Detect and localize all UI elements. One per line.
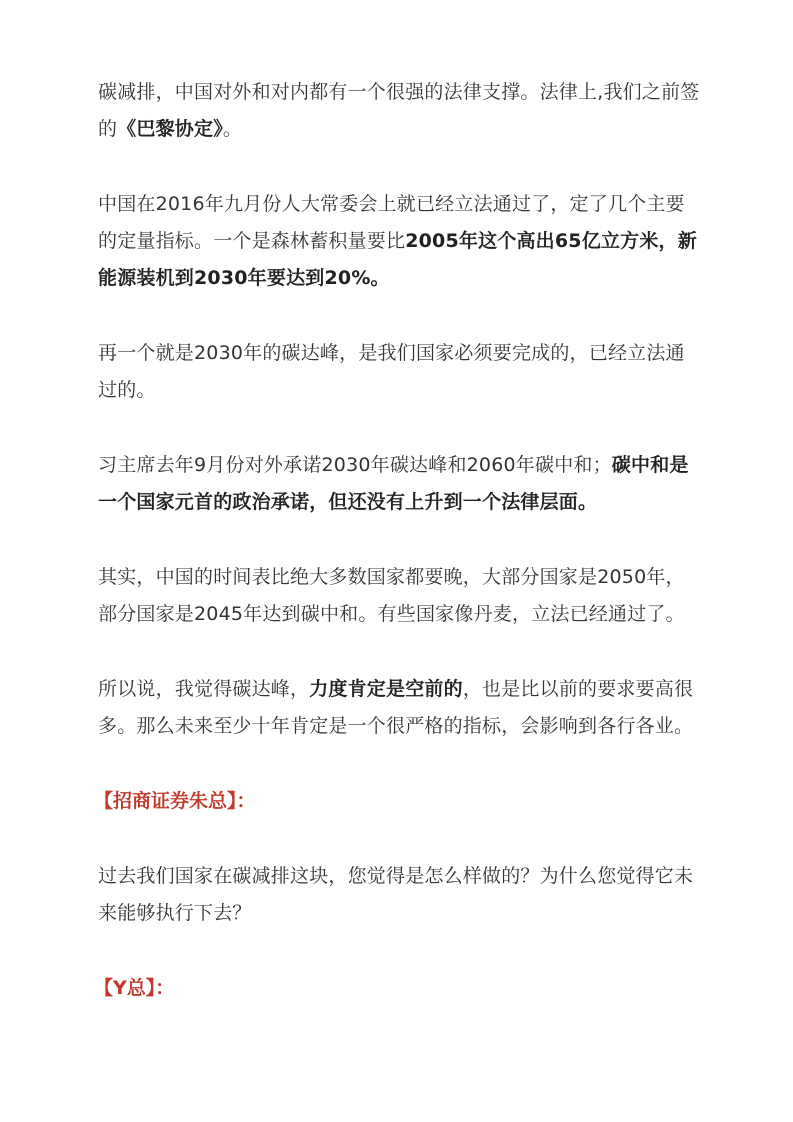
paragraph-carbon-neutral-pledge [98, 447, 702, 521]
paragraph-text: 所以说，我觉得碳达峰， [98, 678, 310, 700]
paragraph-text: 过去我们国家在碳减排这块，您觉得是怎么样做的？为什么您觉得它未来能够执行下去？ [98, 865, 694, 924]
paragraph-question [98, 858, 702, 932]
paragraph-text: 碳减排，中国对外和对内都有一个很强的法律支撑。法律上,我们之前签的 [98, 81, 700, 140]
document-body [94, 74, 702, 1045]
paragraph-carbon-peak [98, 335, 702, 409]
paragraph-bold-text: 碳中和是一个国家元首的政治承诺，但还没有上升到一个法律层面。 [98, 454, 689, 513]
paragraph-text: 再一个就是2030年的碳达峰，是我们国家必须要完成的，已经立法通过的。 [98, 342, 685, 401]
paragraph-bold-text: 力度肯定是空前的 [309, 678, 463, 700]
paragraph-bold-text: 2005年这个高出65亿立方米，新能源装机到2030年要达到20%。 [98, 230, 697, 289]
paragraph-text: 习主席去年9月份对外承诺2030年碳达峰和2060年碳中和； [98, 454, 612, 476]
paragraph-text: 其实，中国的时间表比绝大多数国家都要晚，大部分国家是2050年，部分国家是2045年达到碳中和。有些国家像丹麦，立法已经通过了。 [98, 566, 685, 625]
paragraph-text: 中国在2016年九月份人大常委会上就已经立法通过了，定了几个主要的定量指标。一个是森林蓄积量要比 [98, 193, 685, 252]
paragraph-unprecedented-intensity [98, 671, 702, 745]
paragraph-text: ，也是比以前的要求要高很多。那么未来至少十年肯定是一个很严格的指标，会影响到各行各业。 [98, 678, 694, 737]
paragraph-timeline-comparison [98, 559, 702, 633]
paragraph-bold-text: 《巴黎协定》 [117, 118, 223, 140]
paragraph-text: 。 [222, 118, 243, 140]
speaker-label-y: 【Y总】： [94, 977, 175, 999]
paragraph-paris-agreement [98, 74, 702, 148]
paragraph-legislation-targets [98, 186, 702, 297]
speaker-label-zhu: 【招商证券朱总】： [94, 790, 256, 812]
